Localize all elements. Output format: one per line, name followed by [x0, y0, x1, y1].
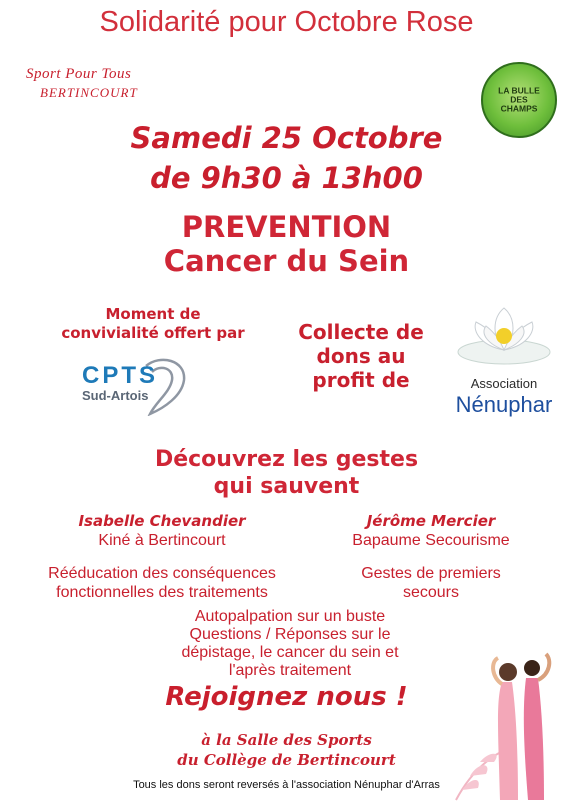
- club-town: BERTINCOURT: [40, 85, 138, 100]
- speaker-1-role: Kiné à Bertincourt: [98, 532, 226, 549]
- water-lily-icon: [452, 302, 556, 368]
- activity-line: dépistage, le cancer du sein et: [181, 644, 399, 661]
- speaker-1-name: Isabelle Chevandier: [78, 512, 246, 530]
- venue-line1: à la Salle des Sports: [201, 731, 372, 749]
- sponsor-intro-line1: Moment de: [105, 305, 201, 323]
- activities: [140, 608, 440, 680]
- headline-line2: Cancer du Sein: [163, 244, 410, 278]
- event-date: Samedi 25 Octobre: [130, 121, 443, 155]
- join-heading: Rejoignez nous !: [165, 682, 408, 712]
- speaker-1-topic-line1: Rééducation des conséquences: [48, 565, 276, 582]
- speaker-1-topic-line2: fonctionnelles des traitements: [56, 584, 268, 601]
- headline-line1: PREVENTION: [181, 210, 392, 244]
- collecte-line2: dons au: [316, 344, 406, 368]
- nenuphar-label: Association: [470, 376, 538, 391]
- collecte-line3: profit de: [312, 368, 410, 392]
- nenuphar-name: Nénuphar: [455, 392, 553, 417]
- poster-title: Solidarité pour Octobre Rose: [99, 6, 474, 38]
- cpts-logo-text: [82, 362, 158, 390]
- venue-line2: du Collège de Bertincourt: [177, 751, 396, 769]
- collecte-text: [276, 320, 446, 392]
- gestes-line1: Découvrez les gestes: [154, 447, 419, 472]
- sponsor-intro: [48, 305, 258, 343]
- gestes-heading: [0, 446, 573, 500]
- club-logo: [26, 66, 186, 101]
- gestes-line2: qui sauvent: [213, 474, 360, 499]
- footer-note: Tous les dons seront reversés à l'association Nénuphar d'Arras: [133, 779, 440, 791]
- cpts-logo-wordmark: CPTS: [82, 362, 159, 389]
- headline: [0, 210, 573, 278]
- collecte-line1: Collecte de: [298, 320, 424, 344]
- badge-text: LA BULLE DES CHAMPS: [498, 85, 540, 114]
- cpts-logo-sub: Sud-Artois: [82, 388, 149, 403]
- speaker-2: [306, 512, 556, 602]
- activity-line: Autopalpation sur un buste: [194, 608, 386, 625]
- club-name: Sport Pour Tous: [26, 66, 132, 82]
- speaker-2-topic-line1: Gestes de premiers: [361, 565, 501, 582]
- event-datetime: [0, 118, 573, 198]
- speaker-2-topic-line2: secours: [402, 584, 460, 601]
- speaker-2-role: Bapaume Secourisme: [352, 532, 510, 549]
- activity-line: Questions / Réponses sur le: [189, 626, 391, 643]
- speaker-1: [22, 512, 302, 602]
- speaker-2-name: Jérôme Mercier: [366, 512, 496, 530]
- nenuphar-logo: [440, 376, 568, 418]
- cpts-logo: [76, 356, 192, 416]
- venue: [0, 730, 573, 770]
- sponsor-intro-line2: convivialité offert par: [61, 324, 245, 342]
- event-time: de 9h30 à 13h00: [150, 161, 423, 195]
- activity-line: l'après traitement: [228, 662, 352, 679]
